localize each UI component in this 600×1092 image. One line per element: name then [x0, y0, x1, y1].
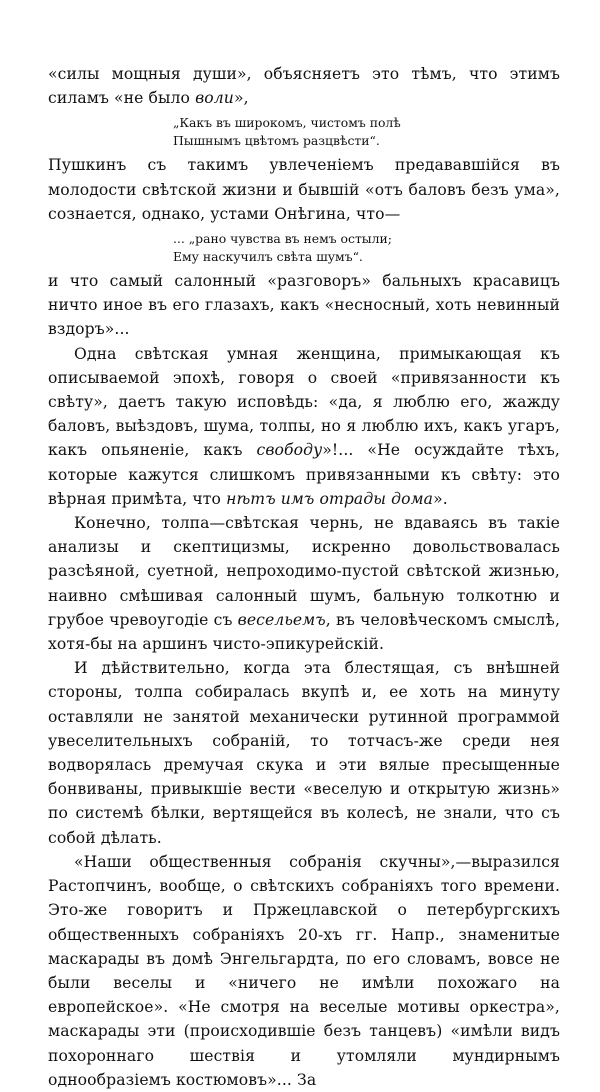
verse-quote-1 — [173, 114, 560, 149]
book-page — [48, 62, 560, 1092]
paragraph-5 — [48, 511, 560, 656]
paragraph-4 — [48, 342, 560, 511]
paragraph-1-end: », — [233, 89, 249, 108]
paragraph-4-text: Одна свѣтская умная женщина, примыкающая къ описываемой эпохѣ, говоря о своей «привязанности къ свѣту», даетъ такую исповѣдь: «да, я люблю его, жажду баловъ, выѣздовъ, шума, толпы, но я люблю ихъ, какъ угаръ, какъ опьяненіе, какъ — [48, 344, 560, 460]
verse-line: „Какъ въ широкомъ, чистомъ полѣ — [173, 115, 401, 131]
paragraph-5-text: Конечно, толпа—свѣтская чернь, не вдаваясь въ такіе анализы и скептицизмы, искренно довольствовалась разсѣяной, суетной, непроходимо-пустой свѣтской жизнью, наивно смѣшивая салонный шумъ, бальную толкотню и грубое чревоугодіе съ — [48, 514, 560, 629]
paragraph-5-end: , въ человѣческомъ смыслѣ, хотя-бы на аршинъ чисто-эпикурейскій. — [48, 610, 560, 654]
verse-quote-2 — [173, 230, 560, 265]
paragraph-4-end: ». — [433, 489, 448, 508]
paragraph-3: и что самый салонный «разговоръ» бальныхъ красавицъ ничто иное въ его глазахъ, какъ «несносный, хоть невинный вздоръ»... — [48, 272, 560, 339]
paragraph-7: «Наши общественныя собранія скучны»,—выразился Растопчинъ, вообще, о свѣтскихъ собраніяхъ того времени. Это-же говоритъ и Пржецлавской о петербургскихъ общественныхъ собраніяхъ 20-хъ гг. Напр., знаменитые маскарады въ домѣ Энгельгардта, по его словамъ, вовсе не были веселы и «ничего не имѣли похожаго на европейское». «Не смотря на веселые мотивы оркестра», маскарады эти (происходившіе безъ танцевъ) «имѣли видъ похороннаго шествія и утомляли мундирнымъ однообразіемъ костюмовъ»... За — [48, 852, 560, 1089]
verse-line: ... „рано чувства въ немъ остыли; — [173, 231, 392, 247]
verse-line: Пышнымъ цвѣтомъ разцвѣсти“. — [173, 132, 380, 148]
paragraph-1-italic: воли — [195, 89, 234, 108]
paragraph-4-italic: свободу — [256, 441, 323, 460]
paragraph-5-italic: весельемъ — [237, 610, 326, 629]
paragraph-4-italic: нѣтъ имъ отрады дома — [226, 489, 434, 508]
paragraph-1-text: «силы мощныя души», объясняетъ это тѣмъ, что этимъ силамъ «не было — [48, 65, 560, 108]
paragraph-2: Пушкинъ съ такимъ увлеченіемъ предававшійся въ молодости свѣтской жизни и бывшій «отъ баловъ безъ ума», сознается, однако, устами Онѣгина, что— — [48, 156, 560, 223]
verse-line: Ему наскучилъ свѣта шумъ“. — [173, 248, 363, 264]
paragraph-6: И дѣйствительно, когда эта блестящая, съ внѣшней стороны, толпа собиралась вкупѣ и, ее хоть на минуту оставляли не занятой механически рутинной программой увеселительныхъ собраній, то тотчасъ-же среди нея водворялась дремучая скука и эти вялые пресыщенные бонвиваны, привыкшіе вести «веселую и открытую жизнь» по системѣ бѣлки, вертящейся въ колесѣ, не знали, что съ собой дѣлать. — [48, 659, 560, 847]
paragraph-1 — [48, 62, 560, 110]
paragraph-4-text: »!... «Не осуждайте тѣхъ, которые кажутся слишкомъ привязанными къ свѣту: это вѣрная примѣта, что — [48, 441, 560, 508]
